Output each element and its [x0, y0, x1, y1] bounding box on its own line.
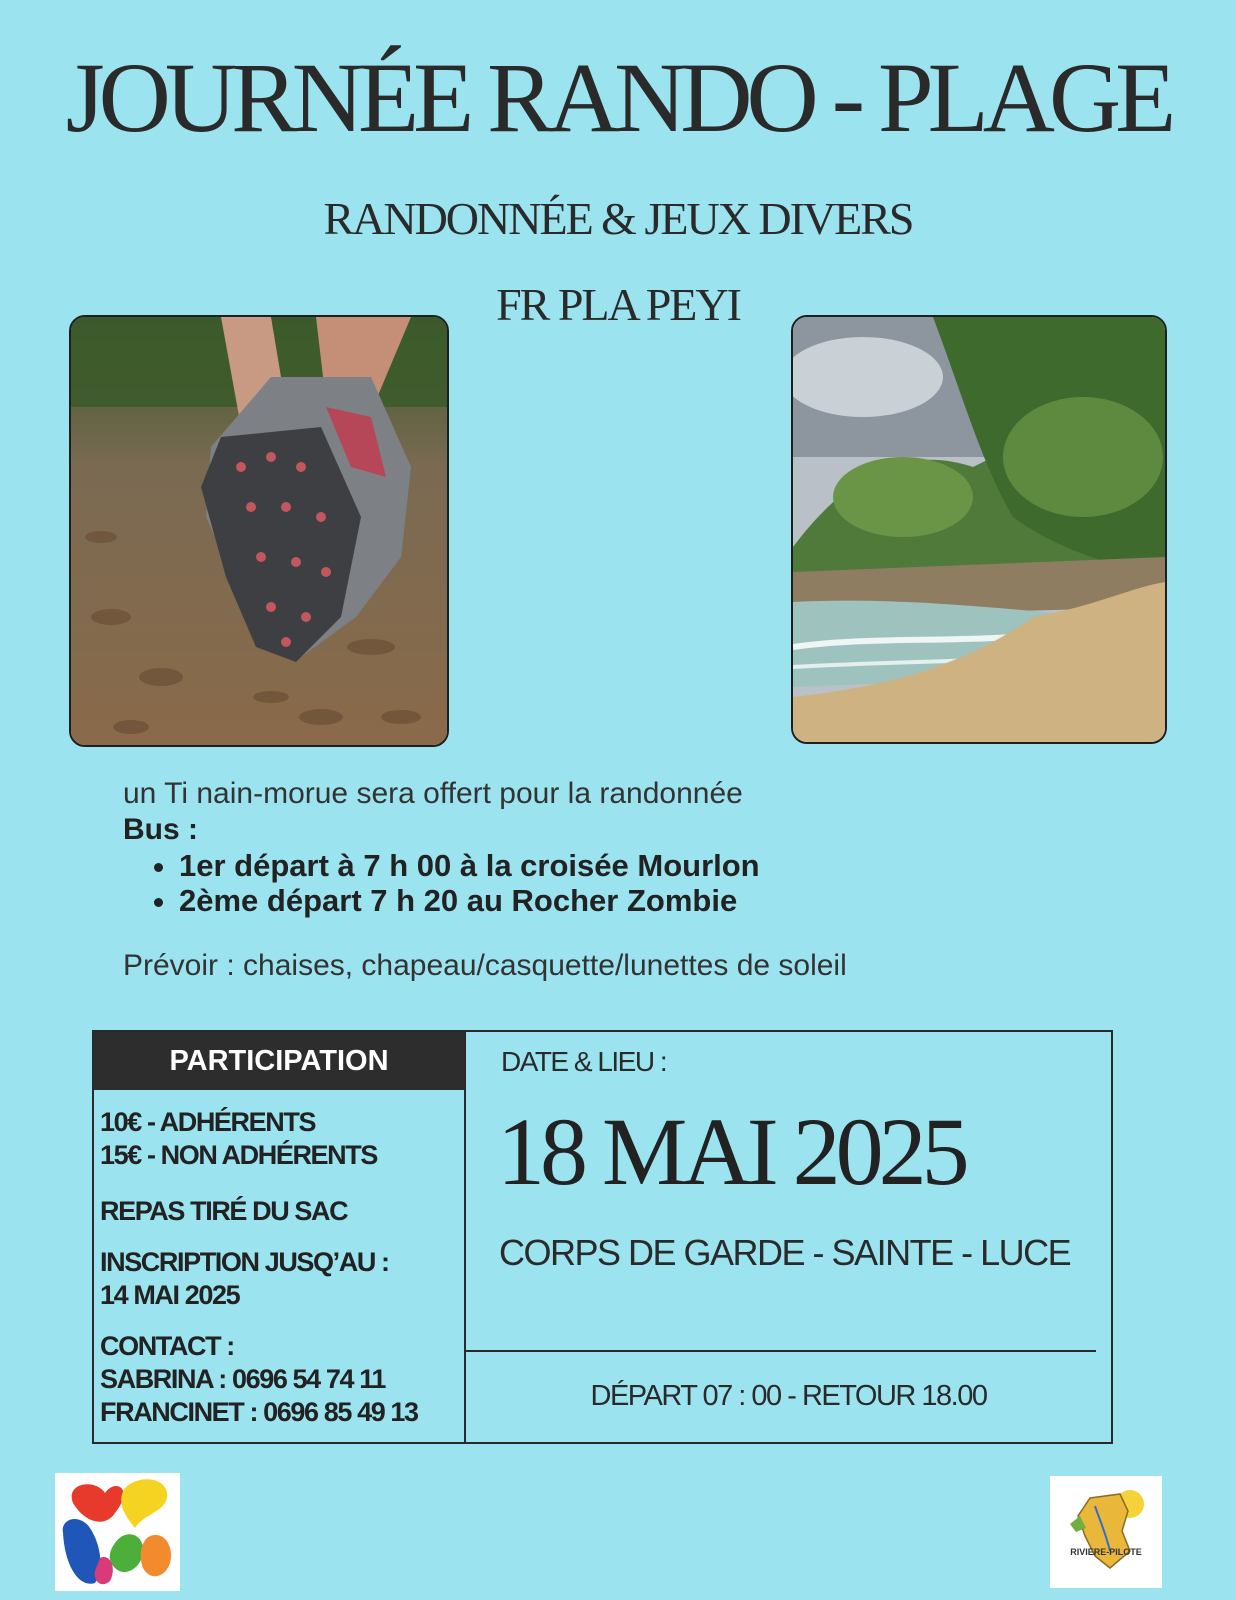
date-place-label: DATE & LIEU : [501, 1046, 667, 1077]
departure-list [123, 848, 1123, 918]
page-subtitle: RANDONNÉE & JEUX DIVERS [323, 193, 913, 244]
hiking-shoe-photo [69, 315, 449, 747]
bring-list: Prévoir : chaises, chapeau/casquette/lunettes de soleil [123, 949, 847, 982]
beach-photo [791, 315, 1167, 744]
event-info [123, 776, 1123, 984]
registration-date: 14 MAI 2025 [100, 1280, 240, 1310]
event-location: CORPS DE GARDE - SAINTE - LUCE [499, 1232, 1071, 1273]
logo-caption: RIVIERE-PILOTE [1070, 1547, 1142, 1557]
meal-note: REPAS TIRÉ DU SAC [100, 1196, 348, 1226]
event-schedule: DÉPART 07 : 00 - RETOUR 18.00 [590, 1380, 987, 1412]
details-box [92, 1030, 1113, 1444]
contact-francinet: FRANCINET : 0696 85 49 13 [100, 1397, 418, 1427]
departure-item-1: • 1er départ à 7 h 00 à la croisée Mourlon [179, 848, 1123, 883]
participation-header: PARTICIPATION [94, 1032, 464, 1090]
riviere-pilote-logo [1050, 1476, 1162, 1588]
departure-item-2: • 2ème départ 7 h 20 au Rocher Zombie [179, 883, 1123, 918]
page-title: JOURNÉE RANDO - PLAGE [65, 42, 1171, 153]
participation-column [94, 1032, 466, 1442]
offer-text: un Ti nain-morue sera offert pour la randonnée [123, 777, 743, 810]
bus-label: Bus : [123, 813, 198, 846]
hands-logo [55, 1473, 180, 1591]
organizer-name: FR PLA PEYI [496, 279, 740, 330]
price-members: 10€ - ADHÉRENTS [100, 1107, 316, 1137]
contact-sabrina: SABRINA : 0696 54 74 11 [100, 1364, 385, 1394]
contact-label: CONTACT : [100, 1331, 234, 1361]
registration-label: INSCRIPTION JUSQ’AU : [100, 1247, 389, 1277]
price-non-members: 15€ - NON ADHÉRENTS [100, 1140, 377, 1170]
event-date: 18 MAI 2025 [497, 1098, 965, 1205]
divider [466, 1350, 1096, 1352]
